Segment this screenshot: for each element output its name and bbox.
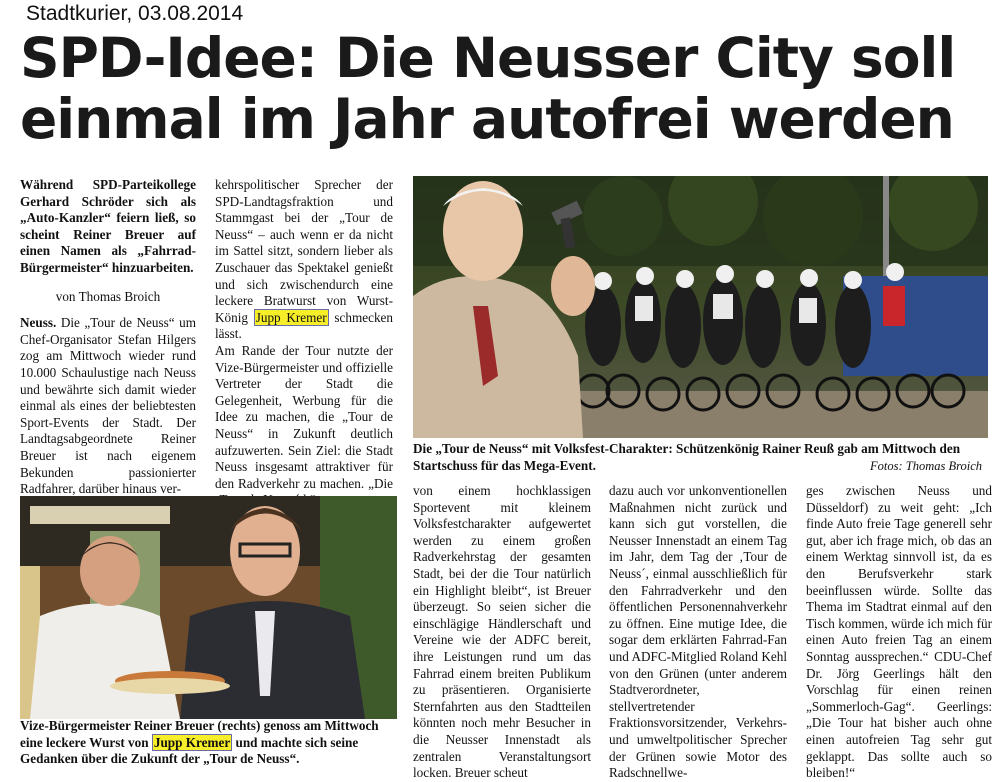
column-2-text-a: kehrspolitischer Sprecher der SPD-Landtagsfraktion und Stammgast bei der „Tour de Neuss“ – auch wenn er da nicht im Sattel sitzt, sondern lieber als Zuschauer das Spektakel genießt und sich zwischendurch eine leckere Bratwurst von Wurst-König xyxy=(215,177,393,325)
column-3: von einem hochklassigen Sportevent mit kleinem Volksfestcharakter aufgewertet werden zu einem großen Radverkehrstag der gesamten Stadt, bei der die Tour natürlich ein Highlight bleibt“, ist Breuer überzeugt. So seien sicher die einschlägige Händlerschaft und Vereine wie der ADFC bereit, ihre Leistungen rund um das Fahrrad einem breiten Publikum zu präsentieren. Organisierte Sternfahrten aus den Stadtteilen könnten noch mehr Besucher in die Neusser Innenstadt als zentralen Veranstaltungsort locken. Breuer scheut xyxy=(413,483,591,781)
column-5: ges zwischen Neuss und Düsseldorf) zu weit geht: „Ich finde Auto freie Tage generell sehr gut, aber ich frage mich, ob das an einem Werktag sinnvoll ist, da es den Berufsverkehr stark beeinflussen würde. Sollte das Thema im Stadtrat einmal auf den Tisch kommen, würde ich mich für einen Auto freien Tag an einem Sonntag aussprechen.“ CDU-Chef Dr. Jörg Geerlings hält den Vorschlag für einen reinen „Sommerloch-Gag“. Geerlings: „Die Tour hat bisher auch ohne einen autofreien Tag sehr gut geklappt. Das sollte auch so bleiben!“ xyxy=(806,483,992,781)
column-1-paragraph xyxy=(20,315,196,498)
wurst-caption-text-b: und machte sich seine Gedanken über die Zukunft der „Tour de Neuss“. xyxy=(20,734,359,767)
byline: von Thomas Broich xyxy=(55,288,161,304)
headline-line-1: SPD-Idee: Die Neusser City soll xyxy=(20,26,956,90)
column-4: dazu auch vor unkonventionellen Maßnahmen nicht zurück und kann sich gut vorstellen, die Neusser Innenstadt an einem Tag im Jahr, dem Tag der ‚Tour de Neuss´, einmal ausschließlich für den Fahrradverkehr und den öffentlichen Personennahverkehr zu öffnen. Eine mutige Idee, die sogar dem erklärten Fahrrad-Fan und ADFC-Mitglied Roland Kehl von den Grünen (unter anderem Stadtverordneter, stellvertretender Fraktionsvorsitzender, Verkehrs- und umweltpolitischer Sprecher der Grünen sowie Motor des Radschnellwe- xyxy=(609,483,787,781)
photo-credit: Fotos: Thomas Broich xyxy=(870,459,983,473)
column-1-text: Die „Tour de Neuss“ um Chef-Organisator Stefan Hilgers zog am Mittwoch wieder rund 10.000 Schaulustige nach Neuss und bewährte sich damit wieder einmal als eines der beliebtesten Sport-Events der Stadt. Der Landtagsabgeordnete Reiner Breuer ist nach eigenem Bekunden passionierter Radfahrer, darüber hinaus ver- xyxy=(20,315,196,497)
headline-line-2: einmal im Jahr autofrei werden xyxy=(20,87,954,151)
column-2 xyxy=(215,177,393,509)
wurst-caption-text-a: Vize-Bürgermeister Reiner Breuer (rechts) genoss am Mittwoch eine leckere Wurst von xyxy=(20,718,379,750)
wurst-caption-highlight: Jupp Kremer xyxy=(153,734,231,750)
column-1 xyxy=(20,177,196,498)
headline xyxy=(20,28,995,150)
source-line: Stadtkurier, 03.08.2014 xyxy=(26,2,244,25)
dateline: Neuss. xyxy=(20,315,57,331)
lead-paragraph: Während SPD-Parteikollege Gerhard Schröder sich als „Auto-Kanzler“ feiern ließ, so scheint Reiner Breuer auf einen Namen als „Fahrrad-Bürgermeister“ hinzuarbeiten. xyxy=(20,177,196,275)
column-2-text-b: schmecken lässt. xyxy=(215,309,393,342)
race-photo-caption: Die „Tour de Neuss“ mit Volksfest-Charakter: Schützenkönig Rainer Reuß gab am Mittwoch den Startschuss für das Mega-Event. xyxy=(413,441,961,473)
column-2-paragraph-2: Am Rande der Tour nutzte der Vize-Bürgermeister und offizielle Vertreter der Stadt die Gelegenheit, Werbung für die Idee zu machen, die „Tour de Neuss“ in Zukunft deutlich aufzuwerten. Sein Ziel: die Stadt Neuss insgesamt attraktiver für den Radverkehr zu machen. „Die xyxy=(215,342,393,491)
race-photo xyxy=(413,176,988,438)
wurst-photo xyxy=(20,496,397,719)
column-2-paragraph-1 xyxy=(215,177,393,343)
highlighted-name: Jupp Kremer xyxy=(255,309,327,325)
wurst-photo-caption xyxy=(20,718,403,768)
